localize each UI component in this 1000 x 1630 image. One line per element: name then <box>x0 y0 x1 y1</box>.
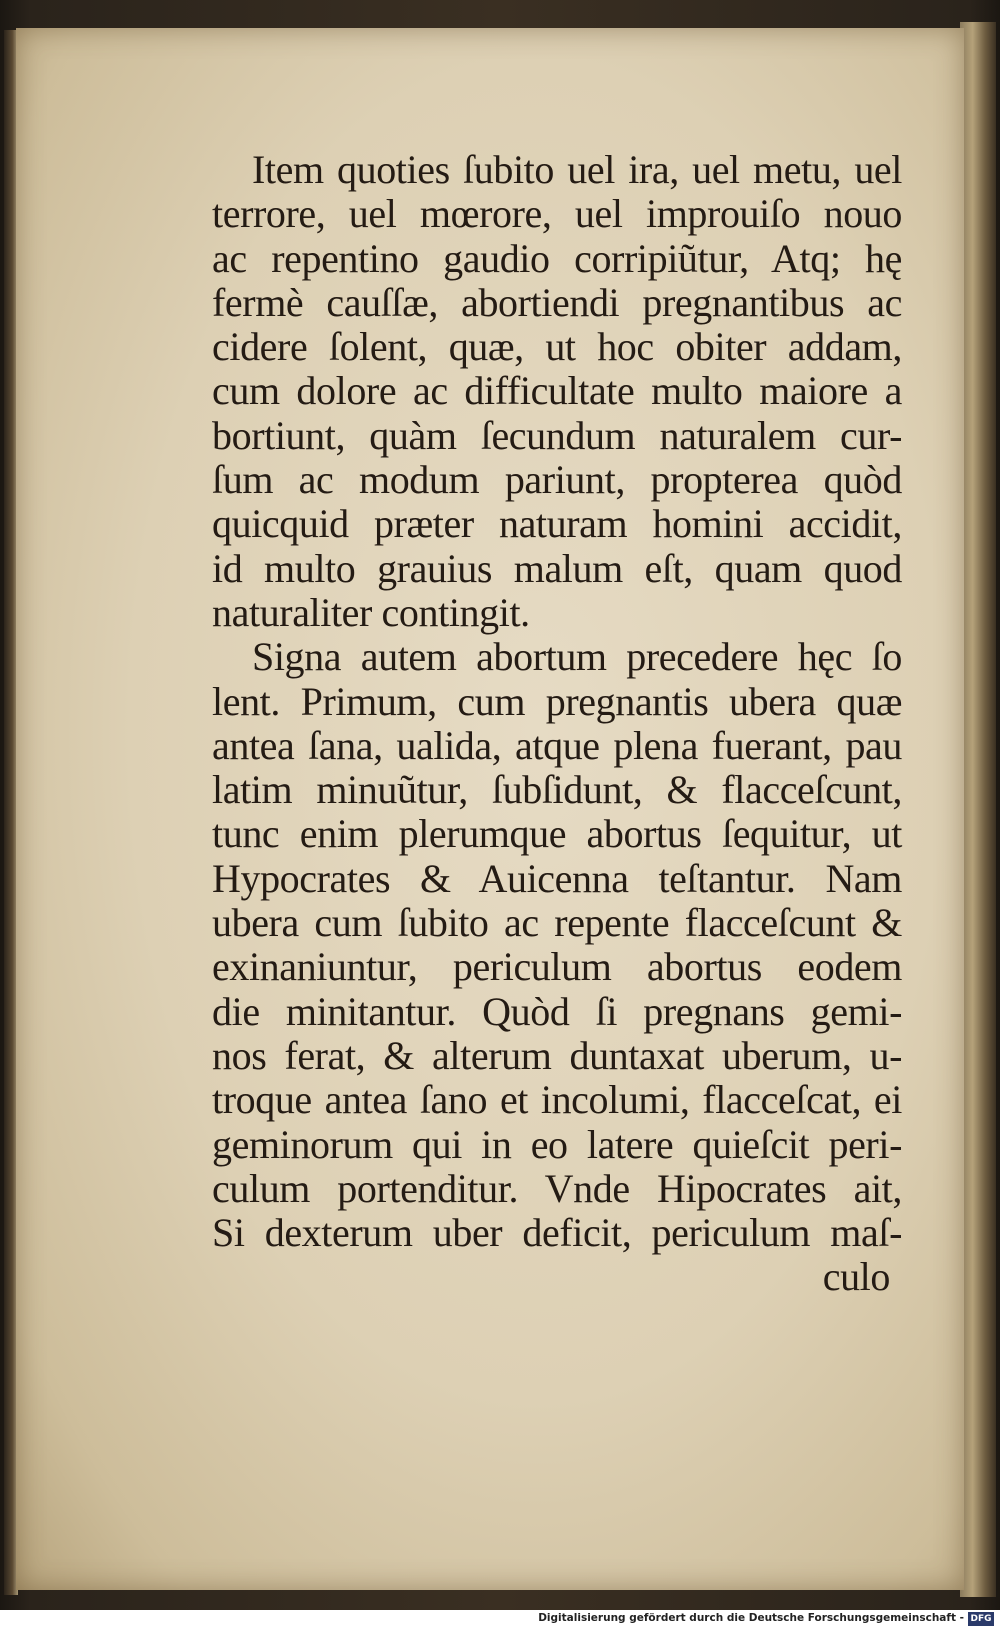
text-line: die minitantur. Quòd ſi pregnans gemi- <box>212 988 902 1034</box>
text-line: latim minuũtur, ſubſidunt, & flacceſcunt, <box>212 767 902 813</box>
text-line: Si dexterum uber deficit, periculum maſ- <box>212 1210 902 1256</box>
page-edge-right <box>960 22 996 1597</box>
text-line: terrore, uel mœrore, uel improuiſo nouo <box>212 191 902 237</box>
text-line: lent. Primum, cum pregnantis ubera quæ <box>212 678 902 724</box>
text-line: ubera cum ſubito ac repente flacceſcunt & <box>212 900 902 946</box>
text-line: Signa autem abortum precedere hęc ſo <box>252 634 902 680</box>
text-line: Item quoties ſubito uel ira, uel metu, uel <box>252 147 902 192</box>
text-line: cidere ſolent, quæ, ut hoc obiter addam, <box>212 324 902 370</box>
text-line: bortiunt, quàm ſecundum naturalem cur- <box>212 412 902 458</box>
text-line: ſum ac modum pariunt, propterea quòd <box>212 457 902 503</box>
text-line: Hypocrates & Auicenna teſtantur. Nam <box>212 855 902 901</box>
text-line: exinaniuntur, periculum abortus eodem <box>212 944 902 990</box>
text-line: quicquid præter naturam homini accidit, <box>212 501 902 547</box>
text-line: troque antea ſano et incolumi, flacceſcat, ei <box>212 1077 902 1123</box>
text-line: tunc enim plerumque abortus ſequitur, ut <box>212 811 902 857</box>
text-line: antea ſana, ualida, atque plena fuerant, pau <box>212 722 902 768</box>
text-line: fermè cauſſæ, abortiendi pregnantibus ac <box>212 279 902 325</box>
text-line: culum portenditur. Vnde Hipocrates ait, <box>212 1165 902 1211</box>
catchword: culo <box>822 1254 890 1300</box>
text-line: naturaliter contingit. <box>212 589 530 635</box>
text-line: id multo grauius malum eſt, quam quod <box>212 545 902 591</box>
page-text-block <box>212 148 902 1300</box>
text-line: geminorum qui in eo latere quieſcit peri- <box>212 1121 902 1167</box>
digitization-credit: Digitalisierung gefördert durch die Deutsche Forschungsgemeinschaft - <box>538 1612 964 1624</box>
text-line: cum dolore ac difficultate multo maiore a <box>212 368 902 414</box>
text-line: ac repentino gaudio corripiũtur, Atq; hę <box>212 235 902 281</box>
text-line: nos ferat, & alterum duntaxat uberum, u- <box>212 1032 902 1078</box>
dfg-logo: DFG <box>968 1612 994 1626</box>
